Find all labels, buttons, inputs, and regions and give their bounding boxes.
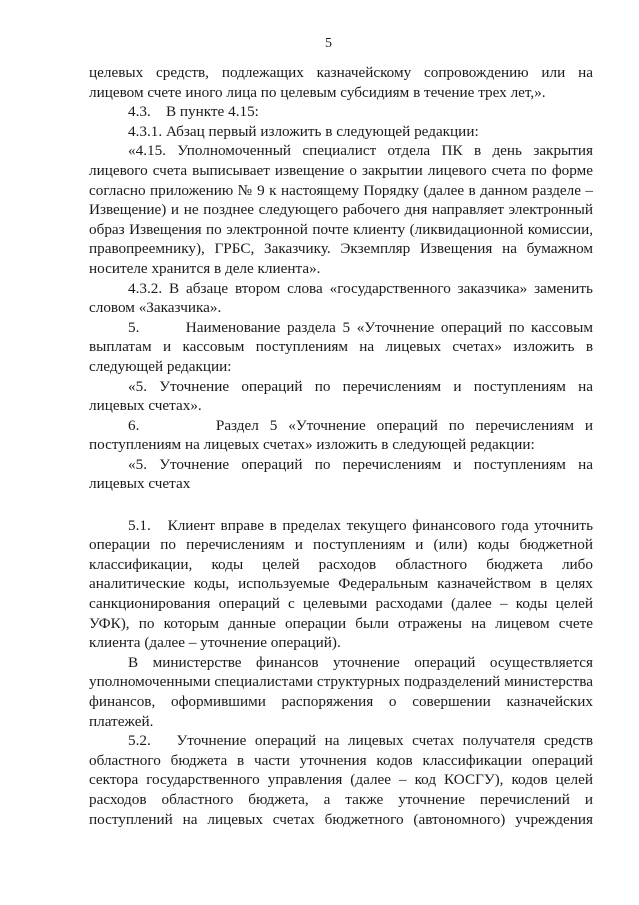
paragraph-item-6: 6. Раздел 5 «Уточнение операций по перечислениям и поступлениям на лицевых счетах» изложить в следующей редакции: [89,416,597,454]
paragraph-section-5-heading: «5. Уточнение операций по перечислениям и поступлениям на лицевых счетах [89,455,593,493]
document-body [89,63,597,829]
paragraph-item-4-3: 4.3. В пункте 4.15: [128,103,259,121]
paragraph-ministry-clarification: В министерстве финансов уточнение операций осуществляется уполномоченными специалистами структурных подразделений министерства финансов, оформившими распоряжения о совершении казначейских платежей. [89,653,593,730]
blank-line [89,494,593,514]
page-number: 5 [325,36,332,51]
paragraph-quote-4-15: «4.15. Уполномоченный специалист отдела ПК в день закрытия лицевого счета выписывает извещение о закрытии лицевого счета по форме согласно приложению № 9 к настоящему Порядку (далее в данном разделе – Извещение) и не позднее следующего рабочего дня направляет электронный образ Извещения по электронной почте клиенту (ликвидационной комиссии, правопреемнику), ГРБС, Заказчику. Экземпляр Извещения на бумажном носителе хранится в деле клиента». [89,142,593,277]
paragraph-section-5-title-new: «5. Уточнение операций по перечислениям и поступлениям на лицевых счетах». [89,377,593,415]
paragraph-item-5-2: 5.2. Уточнение операций на лицевых счетах получателя средств областного бюджета в части уточнения кодов классификации операций сектора государственного управления (далее – код КОСГУ), кодов целей расходов областного бюджета, а также уточнение перечислений и поступлений на лицевых счетах бюджетного (автономного) учреждения [89,732,597,828]
paragraph-item-5: 5. Наименование раздела 5 «Уточнение операций по кассовым выплатам и кассовым поступлениям на лицевых счетах» изложить в следующей редакции: [89,318,597,375]
paragraph-item-4-3-1: 4.3.1. Абзац первый изложить в следующей редакции: [128,122,479,140]
paragraph-item-4-3-2: 4.3.2. В абзаце втором слова «государственного заказчика» заменить словом «Заказчика». [89,279,593,317]
paragraph-continuation: целевых средств, подлежащих казначейскому сопровождению или на лицевом счете иного лица по целевым субсидиям в течение трех лет,». [89,64,593,101]
paragraph-item-5-1: 5.1. Клиент вправе в пределах текущего финансового года уточнить операции по перечислениям и поступлениям и (или) коды бюджетной классификации, коды целей расходов областного бюджета либо аналитические коды, используемые Федеральным казначейством в целях санкционирования операций с целевыми расходами (далее – коды целей УФК), по которым данные операции были отражены на лицевом счете клиента (далее – уточнение операций). [89,516,597,652]
